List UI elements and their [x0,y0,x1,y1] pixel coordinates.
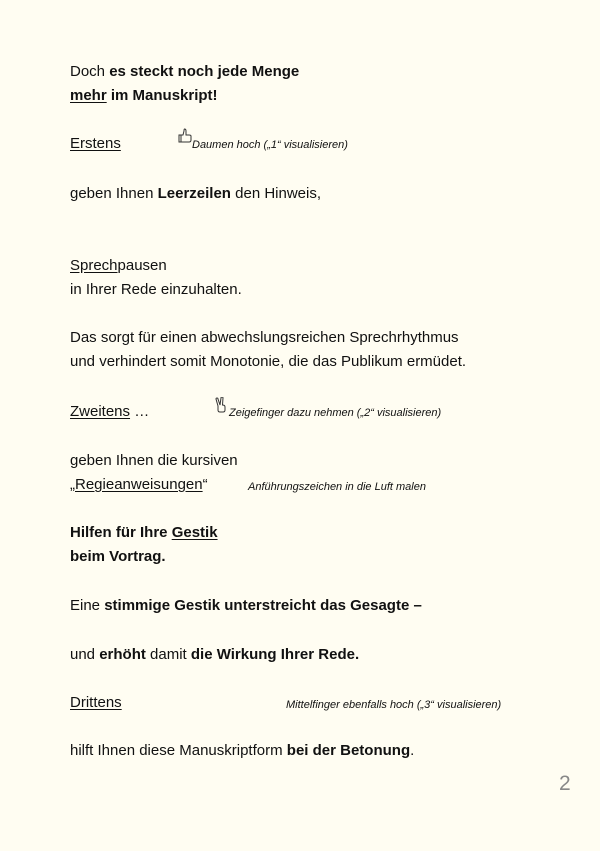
stage-direction-4: Mittelfinger ebenfalls hoch („3“ visualisieren) [286,699,502,711]
bold-text: die Wirkung Ihrer Rede. [190,646,360,663]
underlined-text: Zweitens [70,403,131,420]
text: geben Ihnen [70,185,158,202]
line-kursiven: geben Ihnen die kursiven [70,452,238,469]
text: Doch [70,63,110,80]
line-wirkung [70,645,359,665]
text: Eine [70,597,105,614]
heading-zweitens [70,402,149,422]
bold-text: im Manuskript! [106,87,218,104]
heading-drittens: Drittens [70,694,122,711]
line-intro-1 [70,62,299,82]
text: . [410,742,415,759]
stage-direction-2: Zeigefinger dazu nehmen („2“ visualisieren) [229,407,442,419]
victory-hand-icon [214,397,228,413]
line-vortrag: beim Vortrag. [70,548,166,565]
stage-direction-1: Daumen hoch („1“ visualisieren) [192,139,348,151]
bold-text: Leerzeilen [157,185,231,202]
text: und [70,646,100,663]
quote-mark: „ [70,476,75,493]
underlined-text: Sprech [70,257,118,274]
line-betonung [70,741,414,761]
underlined-bold-text: Gestik [171,524,218,541]
text: damit [145,646,191,663]
bold-text: stimmige Gestik unterstreicht das Gesagte – [104,597,422,614]
text: hilft Ihnen diese Manuskriptform [70,742,287,759]
bold-text: erhöht [99,646,146,663]
line-stimmige-gestik [70,596,422,616]
text: … [130,403,150,420]
line-leerzeilen [70,184,321,204]
quote-mark: “ [202,476,208,493]
bold-text: Hilfen für Ihre [70,524,172,541]
underlined-text: Regieanweisungen [75,476,203,493]
bold-text: bei der Betonung [286,742,411,759]
thumbs-up-icon [178,128,192,144]
line-rede: in Ihrer Rede einzuhalten. [70,281,242,298]
line-sprechpausen [70,256,167,276]
line-regieanweisungen [70,475,208,495]
underlined-bold-text: mehr [70,87,107,104]
text: pausen [117,257,167,274]
line-monotonie: und verhindert somit Monotonie, die das Publikum ermüdet. [70,353,467,370]
line-sprechrhythmus: Das sorgt für einen abwechslungsreichen Sprechrhythmus [70,329,459,346]
page-number: 2 [559,772,571,795]
line-intro-2 [70,86,218,106]
line-gestik [70,523,218,543]
bold-text: es steckt noch jede Menge [109,63,300,80]
stage-direction-3: Anführungszeichen in die Luft malen [248,481,426,493]
text: den Hinweis, [230,185,322,202]
heading-erstens: Erstens [70,135,121,152]
